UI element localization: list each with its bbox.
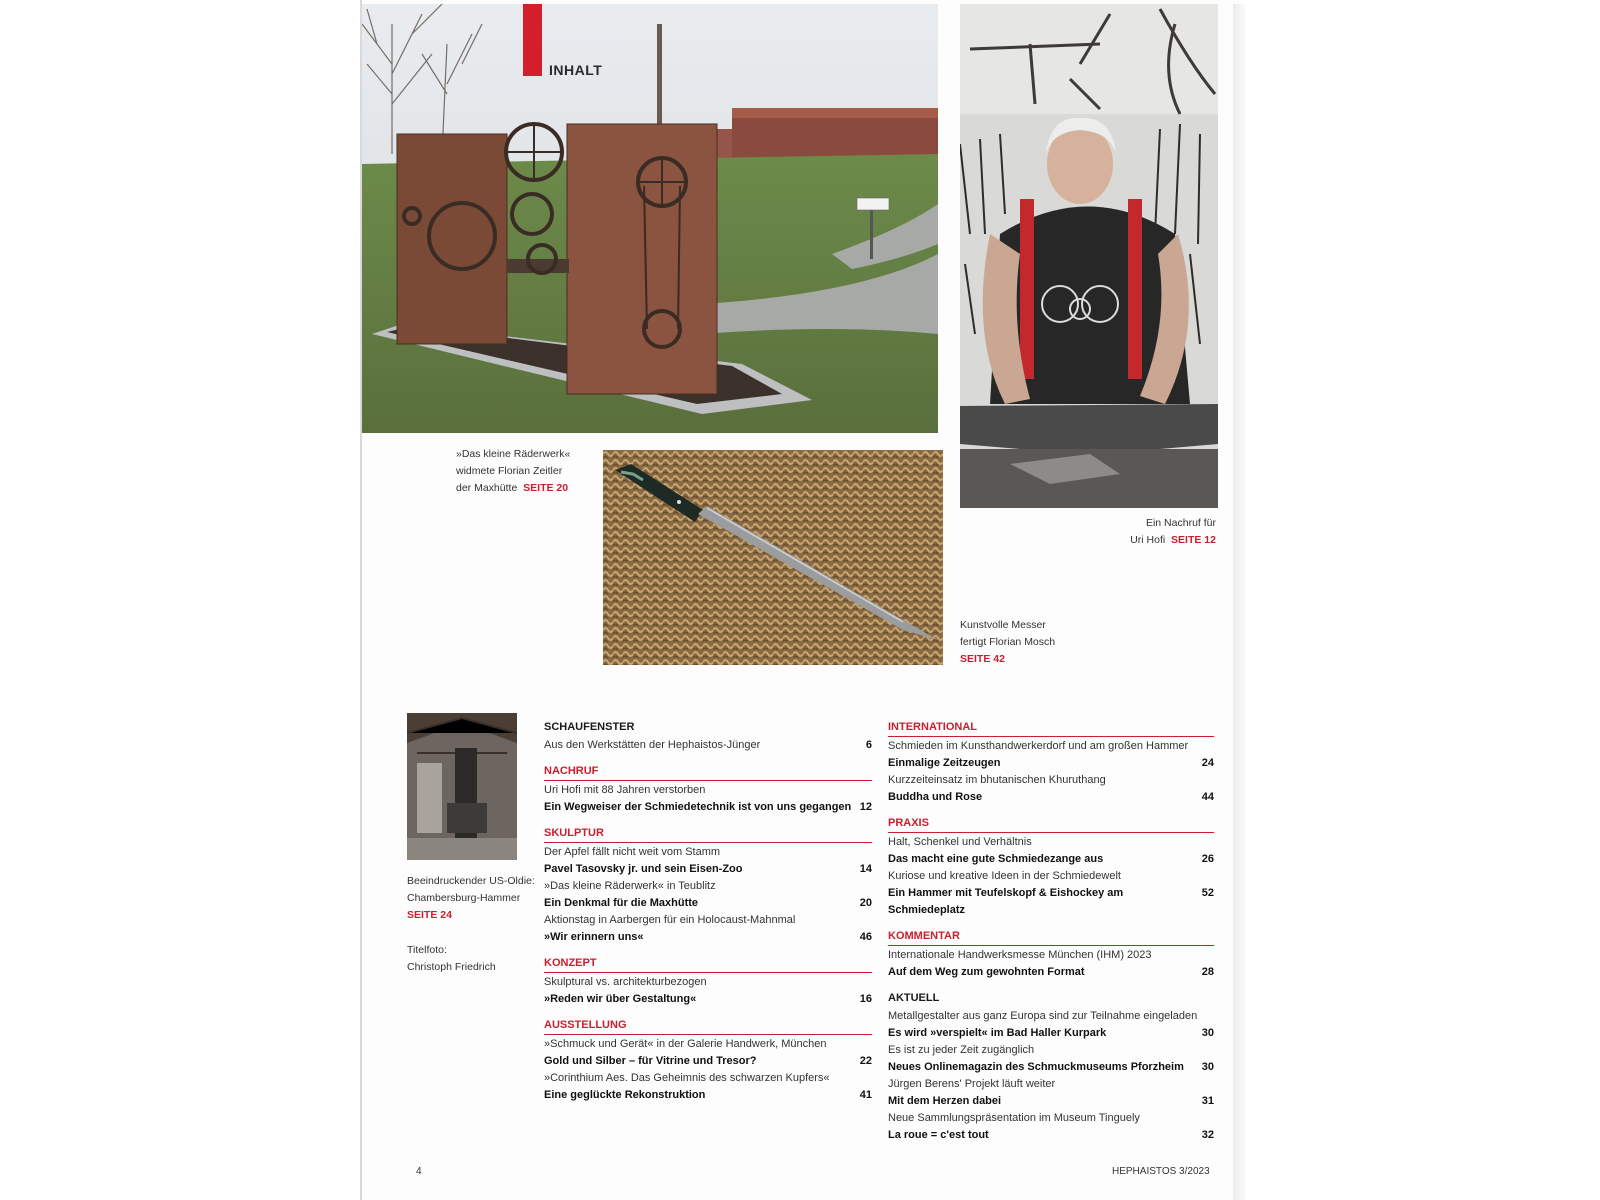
caption-line: Uri Hofi [1130, 534, 1166, 546]
toc-entry[interactable] [888, 1059, 1214, 1076]
section-header: INHALT [549, 62, 603, 78]
toc-entry[interactable] [888, 789, 1214, 806]
toc-entry-subtitle: Internationale Handwerksmesse München (IHM) 2023 [888, 949, 1152, 961]
toc-page-number: 20 [859, 897, 872, 909]
toc-section-heading: KONZEPT [544, 956, 872, 973]
toc-page-number: 12 [859, 801, 872, 813]
toc-entry-title: Ein Denkmal für die Maxhütte [544, 897, 699, 909]
page-reference: SEITE 20 [523, 482, 569, 494]
toc-entry-title: »Reden wir über Gestaltung« [544, 993, 697, 1005]
caption-line: der Maxhütte [456, 482, 518, 494]
toc-entry-title: Ein Hammer mit Teufelskopf & Eishockey am Schmiedeplatz [888, 887, 1124, 916]
toc-page-number: 16 [859, 993, 872, 1005]
page-edge-right [1233, 4, 1245, 1200]
toc-page-number: 14 [859, 863, 872, 875]
toc-entry[interactable] [544, 895, 872, 912]
toc-page-number: 24 [1201, 757, 1214, 769]
toc-entry[interactable] [544, 991, 872, 1008]
toc-entry-title: Das macht eine gute Schmiedezange aus [888, 853, 1104, 865]
toc-section [544, 720, 872, 754]
toc-section-heading: KOMMENTAR [888, 929, 1214, 946]
caption-line: fertigt Florian Mosch [960, 636, 1056, 648]
toc-page-number: 44 [1201, 791, 1214, 803]
inhalt-marker-bar [523, 4, 542, 76]
toc-entry-subtitle: Uri Hofi mit 88 Jahren verstorben [544, 784, 706, 796]
toc-page-number: 22 [859, 1055, 872, 1067]
toc-entry-title: »Wir erinnern uns« [544, 931, 644, 943]
toc-section-heading: SCHAUFENSTER [544, 721, 635, 733]
cover-credit-label: Titelfoto: [407, 944, 447, 956]
toc-section [888, 720, 1214, 806]
toc-entry-subtitle: Der Apfel fällt nicht weit vom Stamm [544, 846, 721, 858]
toc-entry-title: Einmalige Zeitzeugen [888, 757, 1001, 769]
toc-section-heading: AKTUELL [888, 992, 940, 1004]
toc-entry[interactable] [544, 1087, 872, 1104]
toc-page-number: 31 [1201, 1095, 1214, 1107]
toc-section-heading: AUSSTELLUNG [544, 1018, 872, 1035]
toc-entry-subtitle: Aktionstag in Aarbergen für ein Holocaust-Mahnmal [544, 914, 796, 926]
toc-entry-title: Auf dem Weg zum gewohnten Format [888, 966, 1085, 978]
toc-section-heading: PRAXIS [888, 816, 1214, 833]
toc-entry-subtitle: Metallgestalter aus ganz Europa sind zur Teilnahme eingeladen [888, 1010, 1198, 1022]
toc-entry-subtitle: Kurzzeiteinsatz im bhutanischen Khuruthang [888, 774, 1106, 786]
cover-credit [407, 942, 496, 976]
toc-page-number: 30 [1201, 1061, 1214, 1073]
caption-line: Kunstvolle Messer [960, 619, 1046, 631]
caption-line: »Das kleine Räderwerk« [456, 448, 571, 460]
toc-column-right [888, 720, 1214, 1154]
toc-entry-subtitle: Aus den Werkstätten der Hephaistos-Jünger [544, 739, 761, 751]
page-reference: SEITE 42 [960, 653, 1005, 665]
toc-section-heading: SKULPTUR [544, 826, 872, 843]
toc-entry-subtitle: Neue Sammlungspräsentation im Museum Tinguely [888, 1112, 1140, 1124]
toc-entry-title: Ein Wegweiser der Schmiedetechnik ist von uns gegangen [544, 801, 852, 813]
toc-entry[interactable] [544, 861, 872, 878]
toc-section [888, 929, 1214, 981]
toc-entry-subtitle: »Corinthium Aes. Das Geheimnis des schwarzen Kupfers« [544, 1072, 830, 1084]
toc-column-left [544, 720, 872, 1114]
toc-page-number: 30 [1201, 1027, 1214, 1039]
hammer-photo [407, 713, 517, 860]
toc-entry-title: Pavel Tasovsky jr. und sein Eisen-Zoo [544, 863, 743, 875]
toc-entry-title: Neues Onlinemagazin des Schmuckmuseums Pforzheim [888, 1061, 1184, 1073]
toc-entry[interactable] [888, 1093, 1214, 1110]
caption-line: Beeindruckender US-Oldie: [407, 875, 535, 887]
knife-caption [960, 617, 1055, 668]
toc-entry-subtitle: Kuriose und kreative Ideen in der Schmiedewelt [888, 870, 1121, 882]
toc-entry-subtitle: »Schmuck und Gerät« in der Galerie Handwerk, München [544, 1038, 827, 1050]
toc-entry[interactable] [544, 799, 872, 816]
toc-page-number: 41 [859, 1089, 872, 1101]
toc-section-heading: INTERNATIONAL [888, 720, 1214, 737]
page-reference: SEITE 24 [407, 909, 452, 921]
toc-page-number: 28 [1201, 966, 1214, 978]
hammer-caption [407, 873, 535, 924]
toc-entry-title: La roue = c'est tout [888, 1129, 989, 1141]
caption-line: widmete Florian Zeitler [456, 465, 563, 477]
toc-entry[interactable] [544, 737, 872, 754]
toc-section [888, 816, 1214, 919]
toc-entry-subtitle: Schmieden im Kunsthandwerkerdorf und am großen Hammer [888, 740, 1189, 752]
toc-entry-subtitle: Halt, Schenkel und Verhältnis [888, 836, 1032, 848]
toc-page-number: 6 [865, 739, 872, 751]
toc-entry[interactable] [888, 885, 1214, 919]
toc-page-number: 46 [859, 931, 872, 943]
toc-section [544, 764, 872, 816]
toc-entry-subtitle: Skulptural vs. architekturbezogen [544, 976, 707, 988]
toc-entry-subtitle: »Das kleine Räderwerk« in Teublitz [544, 880, 716, 892]
toc-entry-title: Mit dem Herzen dabei [888, 1095, 1002, 1107]
toc-entry[interactable] [888, 851, 1214, 868]
toc-entry[interactable] [888, 1127, 1214, 1144]
portrait-caption [1098, 515, 1216, 549]
toc-section-heading: NACHRUF [544, 764, 872, 781]
portrait-photo [960, 4, 1218, 508]
knife-photo [603, 450, 943, 665]
caption-line: Chambersburg-Hammer [407, 892, 521, 904]
toc-entry[interactable] [544, 1053, 872, 1070]
toc-page-number: 26 [1201, 853, 1214, 865]
toc-section [888, 991, 1214, 1144]
page-reference: SEITE 12 [1171, 534, 1216, 546]
toc-entry[interactable] [888, 964, 1214, 981]
toc-entry-title: Buddha und Rose [888, 791, 983, 803]
toc-entry[interactable] [888, 755, 1214, 772]
toc-entry[interactable] [544, 929, 872, 946]
toc-page-number: 32 [1201, 1129, 1214, 1141]
sculpture-caption [456, 446, 570, 497]
toc-section [544, 1018, 872, 1104]
magazine-issue: HEPHAISTOS 3/2023 [1112, 1166, 1210, 1177]
toc-entry-subtitle: Es ist zu jeder Zeit zugänglich [888, 1044, 1035, 1056]
toc-entry-subtitle: Jürgen Berens' Projekt läuft weiter [888, 1078, 1056, 1090]
page-number: 4 [416, 1166, 422, 1177]
caption-line: Ein Nachruf für [1145, 517, 1216, 529]
toc-section [544, 826, 872, 946]
toc-entry[interactable] [888, 1025, 1214, 1042]
sculpture-photo [362, 4, 938, 433]
toc-entry-title: Es wird »verspielt« im Bad Haller Kurpark [888, 1027, 1107, 1039]
toc-section [544, 956, 872, 1008]
toc-entry-title: Gold und Silber – für Vitrine und Tresor? [544, 1055, 757, 1067]
toc-entry-title: Eine geglückte Rekonstruktion [544, 1089, 706, 1101]
toc-page-number: 52 [1201, 887, 1214, 899]
cover-credit-name: Christoph Friedrich [407, 961, 496, 973]
